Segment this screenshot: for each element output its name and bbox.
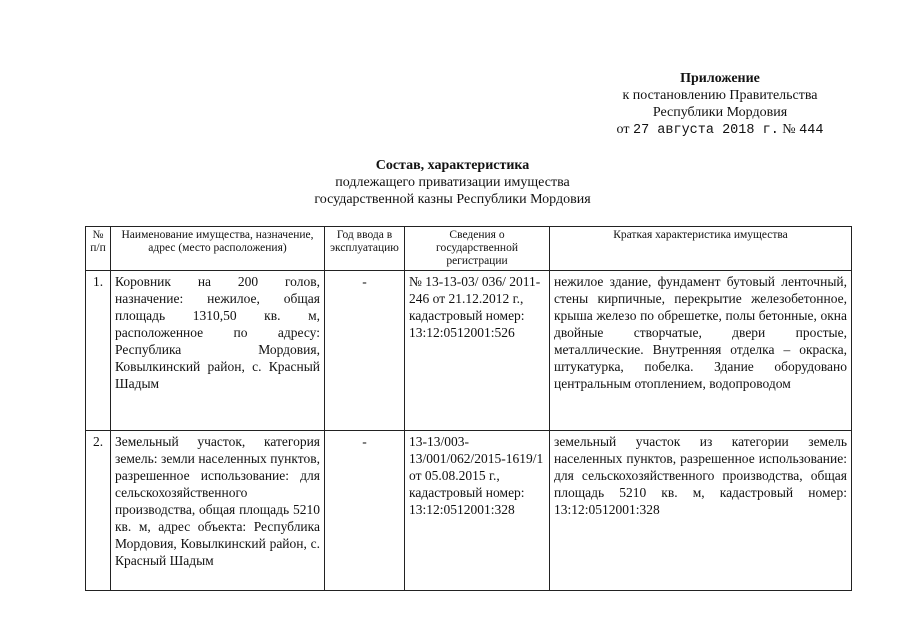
header-year: Год ввода в эксплуатацию (325, 227, 405, 271)
annex-date-line (600, 121, 840, 139)
table-row (86, 431, 852, 591)
document-heading (0, 157, 905, 208)
annex-title: Приложение (680, 71, 760, 86)
annex-number-prefix: № (782, 122, 796, 137)
annex-date-prefix: от (616, 122, 630, 137)
property-table (85, 226, 852, 591)
row-1-registration: № 13-13-03/ 036/ 2011-246 от 21.12.2012 г., кадастровый номер: 13:12:0512001:526 (405, 271, 550, 431)
annex-date: 27 августа 2018 г. (632, 123, 779, 138)
annex-block (600, 70, 840, 139)
header-description: Краткая характеристика имущества (550, 227, 852, 271)
document-subtitle-1: подлежащего приватизации имущества (335, 175, 570, 190)
header-num: № п/п (86, 227, 111, 271)
header-name: Наименование имущества, назначение, адрес (место расположения) (111, 227, 325, 271)
row-1-name: Коровник на 200 голов, назначение: нежилое, общая площадь 1310,50 кв. м, расположенное по адресу: Республика Мордовия, Ковылкинский район, с. Красный Шадым (111, 271, 325, 431)
table-row (86, 271, 852, 431)
annex-number: 444 (799, 123, 824, 138)
row-2-year: - (325, 431, 405, 591)
annex-line-1: к постановлению Правительства (622, 88, 818, 103)
row-2-num: 2. (86, 431, 111, 591)
document-subtitle-2: государственной казны Республики Мордовия (314, 192, 591, 207)
row-2-description: земельный участок из категории земель населенных пунктов, разрешенное использование: для сельскохозяйственного производства, общая площадь 5210 кв. м, кадастровый номер: 13:12:0512001:328 (550, 431, 852, 591)
row-1-year: - (325, 271, 405, 431)
annex-line-2: Республики Мордовия (652, 105, 788, 120)
row-2-registration: 13-13/003-13/001/062/2015-1619/1 от 05.08.2015 г., кадастровый номер: 13:12:0512001:328 (405, 431, 550, 591)
row-2-name: Земельный участок, категория земель: земли населенных пунктов, разрешенное использование: для сельскохозяйственного производства, общая площадь 5210 кв. м, адрес объекта: Республика Мордовия, Ковылкинский район, с. Красный Шадым (111, 431, 325, 591)
header-registration: Сведения о государственной регистрации (405, 227, 550, 271)
row-1-description: нежилое здание, фундамент бутовый ленточный, стены кирпичные, перекрытие железобетонное, крыша железо по обрешетке, полы бетонные, окна двойные створчатые, двери простые, металлические. Внутренняя отделка – окраска, штукатурка, побелка. Здание оборудовано центральным отоплением, водопроводом (550, 271, 852, 431)
row-1-num: 1. (86, 271, 111, 431)
table-header-row (86, 227, 852, 271)
document-title: Состав, характеристика (375, 158, 530, 173)
